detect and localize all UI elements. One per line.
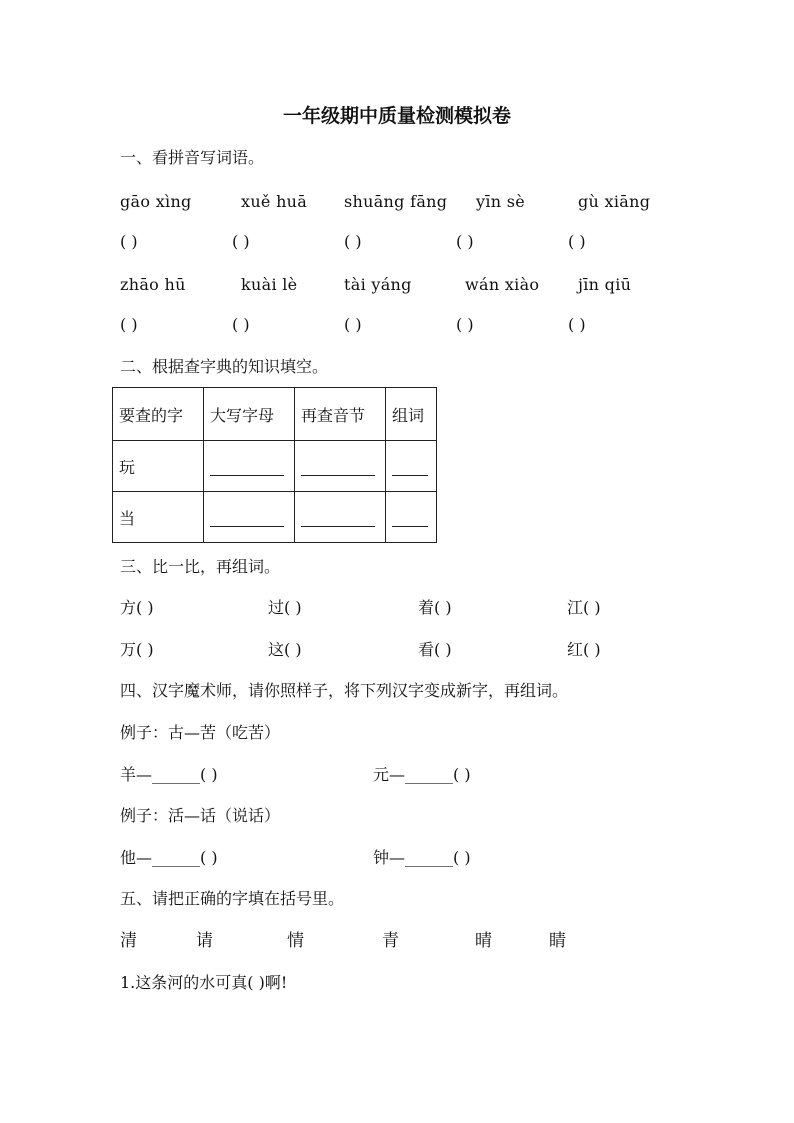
magic-item[interactable]: 他—______( )	[120, 848, 218, 867]
answer-blank[interactable]: ( )	[568, 315, 586, 334]
magic-item[interactable]: 羊—______( )	[120, 765, 218, 784]
table-header: 大写字母	[204, 388, 295, 441]
pinyin-item: jīn qiū	[578, 275, 632, 294]
compare-item[interactable]: 江( )	[567, 598, 601, 617]
fill-blank[interactable]	[386, 441, 437, 492]
example-text: 例子：古—苦（吃苦）	[120, 723, 281, 742]
choice-char: 情	[287, 931, 304, 951]
pinyin-item: shuāng fāng	[344, 192, 448, 211]
fill-blank[interactable]	[386, 492, 437, 543]
table-header: 组词	[386, 388, 437, 441]
fill-blank[interactable]	[295, 492, 386, 543]
section4-heading: 四、汉字魔术师，请你照样子，将下列汉字变成新字，再组词。	[120, 681, 569, 700]
magic-item[interactable]: 元—______( )	[373, 765, 471, 784]
fill-blank[interactable]	[204, 441, 295, 492]
dictionary-table	[112, 387, 437, 543]
pinyin-item: tài yáng	[344, 275, 412, 294]
fill-blank[interactable]	[204, 492, 295, 543]
table-row	[113, 492, 437, 543]
section1-heading: 一、看拼音写词语。	[120, 148, 265, 167]
table-row	[113, 441, 437, 492]
answer-blank[interactable]: ( )	[568, 232, 586, 251]
table-header: 要查的字	[113, 388, 204, 441]
page-title: 一年级期中质量检测模拟卷	[282, 105, 511, 127]
pinyin-item: gāo xìng	[120, 192, 192, 211]
answer-blank[interactable]: ( )	[232, 232, 250, 251]
section3-heading: 三、比一比，再组词。	[120, 557, 281, 576]
fill-blank[interactable]	[295, 441, 386, 492]
compare-item[interactable]: 万( )	[120, 640, 154, 659]
pinyin-item: gù xiāng	[578, 192, 651, 211]
answer-blank[interactable]: ( )	[456, 232, 474, 251]
answer-blank[interactable]: ( )	[344, 315, 362, 334]
answer-blank[interactable]: ( )	[344, 232, 362, 251]
pinyin-item: zhāo hū	[120, 275, 186, 294]
section2-heading: 二、根据查字典的知识填空。	[120, 357, 329, 376]
compare-item[interactable]: 过( )	[268, 598, 302, 617]
choice-char: 青	[382, 931, 399, 951]
pinyin-item: kuài lè	[241, 275, 298, 294]
pinyin-item: yīn sè	[476, 192, 526, 211]
compare-item[interactable]: 红( )	[567, 640, 601, 659]
choice-char: 晴	[475, 931, 492, 951]
lookup-char: 玩	[113, 441, 204, 492]
compare-item[interactable]: 着( )	[418, 598, 452, 617]
answer-blank[interactable]: ( )	[232, 315, 250, 334]
choice-char: 请	[196, 931, 213, 951]
table-header: 再查音节	[295, 388, 386, 441]
example-text: 例子：活—话（说话）	[120, 806, 281, 825]
choice-char: 睛	[549, 931, 566, 951]
answer-blank[interactable]: ( )	[120, 315, 138, 334]
pinyin-item: wán xiào	[465, 275, 540, 294]
answer-blank[interactable]: ( )	[456, 315, 474, 334]
compare-item[interactable]: 这( )	[268, 640, 302, 659]
section5-heading: 五、请把正确的字填在括号里。	[120, 889, 345, 908]
question-1[interactable]: 1.这条河的水可真( )啊!	[120, 973, 288, 992]
compare-item[interactable]: 方( )	[120, 598, 154, 617]
magic-item[interactable]: 钟—______( )	[373, 848, 471, 867]
compare-item[interactable]: 看( )	[418, 640, 452, 659]
answer-blank[interactable]: ( )	[120, 232, 138, 251]
choice-char: 清	[120, 931, 137, 951]
pinyin-item: xuě huā	[241, 192, 308, 211]
lookup-char: 当	[113, 492, 204, 543]
